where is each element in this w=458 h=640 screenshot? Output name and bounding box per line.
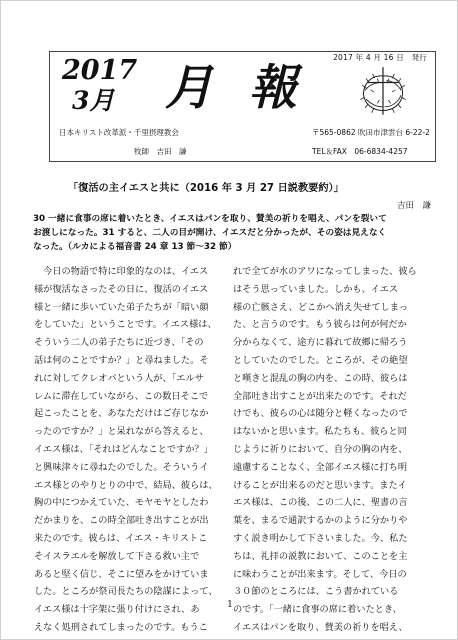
pastor-name: 牧師 吉田 謙	[134, 147, 187, 156]
text-line: エス様とのやりとりの中で、結局、彼らは、	[34, 479, 218, 491]
text-line: そイスラエルを解放して下さる救い主で	[34, 550, 200, 562]
text-line: レムに滞在していながら、この数日そこで	[34, 390, 209, 402]
text-line: に味わうことが出来ます。そして、今日の	[233, 568, 407, 580]
scripture-line: 30 一緒に食事の席に着いたとき、イエスはパンを取り、賛美の祈りを唱え、パンを裂いて	[33, 214, 387, 224]
text-line: ったのですか？」と呆れながら答えると、	[34, 426, 209, 438]
text-line: としていたのでした。ところが、その絶望	[233, 354, 408, 366]
body-column-right	[233, 263, 433, 637]
text-line: 今日の物語で特に印象的なのは、イエス	[34, 266, 209, 277]
issue-month: 3月	[72, 86, 115, 115]
text-line: 来たのです。彼らは、イエス・キリストこ	[34, 532, 208, 544]
issue-date: 2017 年 4 月 16 日 発行	[333, 53, 427, 62]
text-line: れで全てが水のアワになってしまった、彼ら	[233, 266, 417, 277]
text-line: イエス様は、「それはどんなことですか？」	[34, 443, 213, 455]
text-line: をしていた」ということです。イエス様は、	[34, 319, 217, 331]
text-line: じように祈りにおいて、自分の胸の内を、	[233, 443, 408, 455]
text-line: はそう思っていました。しかも、イエス	[233, 283, 399, 295]
text-line: イエス様は十字架に張り付けにされ、あ	[34, 604, 200, 616]
text-line: けでも、彼らの心は随分と軽くなったので	[233, 408, 408, 420]
text-line: えなく処刑されてしまったのです。もうこ	[34, 621, 208, 633]
church-phone: TEL＆FAX 06-6834-4257	[312, 147, 408, 156]
scripture-line: お渡しになった。31 すると、二人の目が開け、イエスだと分かったが、その姿は見えなく	[33, 228, 387, 238]
text-line: エス様は、この後、この二人に、聖書の言	[233, 497, 408, 509]
text-line: 全部吐き出すことが出来たのです。それだ	[233, 390, 407, 402]
text-line: ３０節のところには、こう書かれている	[233, 586, 399, 598]
newsletter-title: 月報	[165, 60, 334, 116]
sermon-title: 「復活の主イエスと共に（2016 年 3 月 27 日説教要約）」	[68, 183, 344, 194]
text-line: 遠慮することなく、全部イエス様に打ち明	[233, 461, 408, 473]
text-line: 分からなくて、途方に暮れて故郷に帰ろう	[233, 337, 408, 349]
text-line: た、と言うのです。もう彼らは何が何だか	[233, 319, 407, 331]
thorn-crown-cross-icon	[355, 62, 411, 118]
church-name: 日本キリスト改革派・千里摂理教会	[59, 128, 179, 137]
text-line: と興味津々に尋ねたのでした。そういうイ	[34, 461, 209, 473]
text-line: すく説き明かして下さいました。今、私た	[233, 532, 408, 544]
text-line: 様が復活なさったその日に、復活のイエス	[34, 283, 209, 295]
text-line: した。ところが祭司長たちの陰謀によって、	[34, 586, 218, 598]
body-column-left	[34, 263, 234, 637]
scripture-quote	[33, 212, 433, 254]
text-line: 話は何のことですか？」と尋ねました。そ	[34, 354, 209, 366]
text-line: と嘆きと混乱の胸の内を、この時、彼らは	[233, 372, 408, 384]
text-line: 起こったことを、あなただけはご存じなか	[34, 408, 209, 420]
text-line: ちは、礼拝の説教において、このことを主	[233, 550, 408, 562]
page-number: 1	[227, 600, 233, 610]
text-line: そういう二人の弟子たちに近づき、「その	[34, 337, 204, 349]
text-line: はないかと思います。私たちも、彼らと同	[233, 426, 407, 438]
text-line: のです。「一緒に食事の席に着いたとき、	[233, 604, 402, 616]
text-line: 葉を、まるで通訳するかのように分かりや	[233, 515, 408, 527]
text-line: れに対してクレオパという人が、「エルサ	[34, 372, 204, 384]
text-line: 様の亡骸さえ、どこかへ消え失せてしまっ	[233, 301, 409, 313]
text-line: だかまりを、この時全部吐き出すことが出	[34, 515, 209, 527]
sermon-author: 吉田 謙	[396, 201, 431, 211]
text-line: けることが出来るのだと思います。またイ	[233, 479, 407, 491]
church-address: 〒565-0862 吹田市津雲台 6-22-2	[312, 128, 430, 137]
text-line: あると堅く信じ、そこに望みをかけていま	[34, 568, 209, 580]
text-line: 胸の中につかえていた、モヤモヤとしたわ	[34, 497, 209, 509]
scripture-line: なった。（ルカによる福音書 24 章 13 節～32 節）	[33, 242, 237, 252]
masthead	[49, 51, 436, 162]
issue-year: 2017	[62, 55, 138, 86]
text-line: 様と一緒に歩いていた弟子たちが「暗い顔	[34, 301, 209, 313]
text-line: イエスはパンを取り、賛美の祈りを唱え、	[233, 621, 408, 633]
